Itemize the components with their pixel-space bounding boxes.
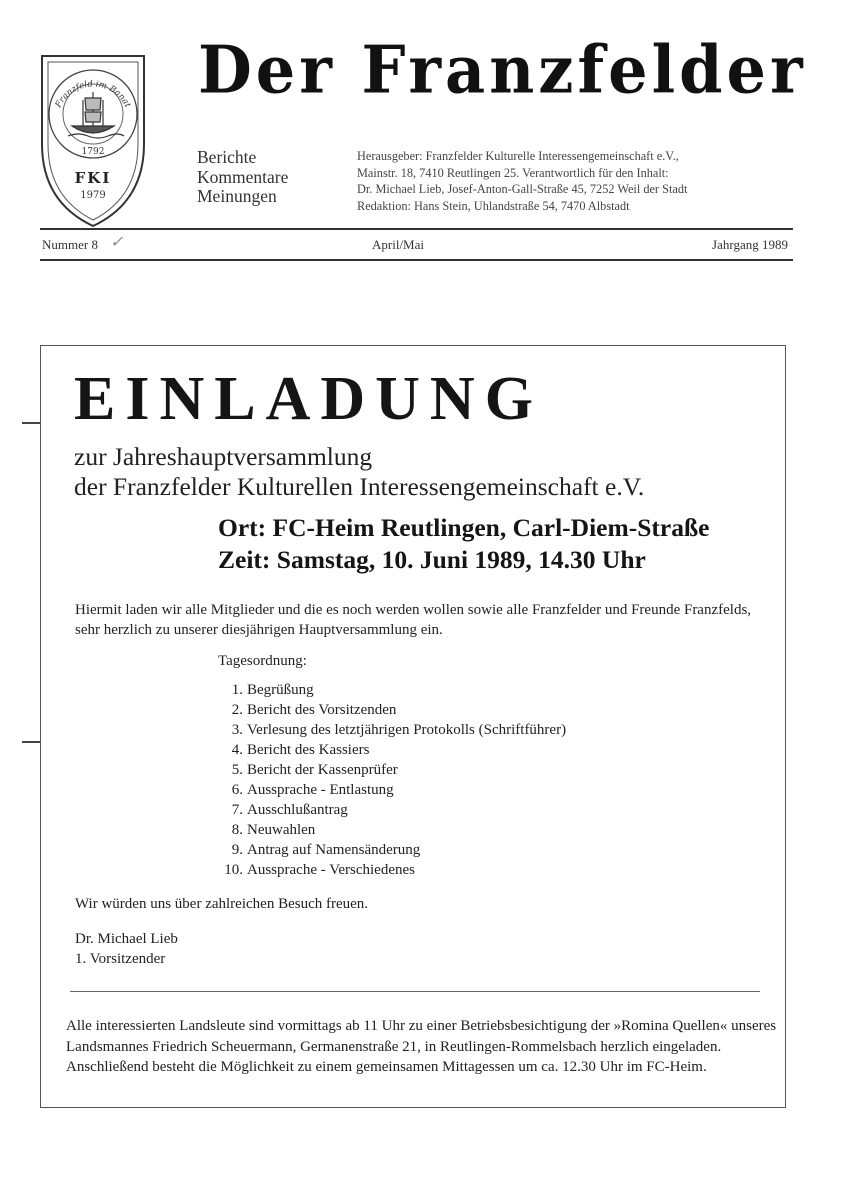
agenda-item-text: Aussprache - Verschiedenes bbox=[247, 862, 415, 878]
publisher-line: Redaktion: Hans Stein, Uhlandstraße 54, 7470 Albstadt bbox=[357, 199, 630, 214]
invitation-intro: Hiermit laden wir alle Mitglieder und die es noch werden wollen sowie alle Franzfelder und Freunde Franzfelds, sehr herzlich zu unserer diesjährigen Hauptversammlung ein. bbox=[75, 602, 752, 638]
agenda-item-number: 5. bbox=[231, 762, 243, 778]
handwritten-mark: ✓ bbox=[110, 234, 124, 251]
masthead-rule-bottom bbox=[40, 259, 793, 261]
agenda-item-text: Antrag auf Namensänderung bbox=[247, 842, 421, 858]
agenda-item-text: Begrüßung bbox=[247, 682, 314, 698]
agenda-item-number: 7. bbox=[231, 802, 243, 818]
agenda-item-text: Aussprache - Entlastung bbox=[247, 782, 394, 798]
agenda-list bbox=[223, 680, 566, 880]
agenda-item bbox=[223, 860, 566, 880]
agenda-item bbox=[223, 740, 566, 760]
agenda-item-number: 6. bbox=[231, 782, 243, 798]
agenda-item bbox=[223, 800, 566, 820]
crest-arc-text: Franzfeld im Banat bbox=[53, 79, 133, 110]
agenda-item bbox=[223, 840, 566, 860]
publisher-info bbox=[357, 148, 687, 215]
margin-mark bbox=[22, 741, 40, 743]
newspaper-title: Der Franzfelder bbox=[198, 31, 807, 109]
crest-founded: 1979 bbox=[80, 190, 106, 201]
subheading-line: der Franzfelder Kulturellen Interessengemeinschaft e.V. bbox=[74, 472, 645, 501]
crest-abbr: FKI bbox=[74, 169, 112, 187]
agenda-item-text: Bericht der Kassenprüfer bbox=[247, 762, 398, 778]
tagline-line: Meinungen bbox=[197, 186, 277, 206]
fki-crest-logo bbox=[38, 52, 148, 230]
issue-year: Jahrgang 1989 bbox=[712, 237, 788, 252]
agenda-item-number: 4. bbox=[231, 742, 243, 758]
agenda-item-number: 9. bbox=[231, 842, 243, 858]
ship-icon bbox=[68, 92, 124, 138]
tagline-line: Berichte bbox=[197, 147, 257, 167]
agenda-item-number: 8. bbox=[231, 822, 243, 838]
agenda-item-number: 2. bbox=[231, 702, 243, 718]
signature-block bbox=[75, 929, 178, 969]
event-venue: Ort: FC-Heim Reutlingen, Carl-Diem-Straße bbox=[218, 513, 710, 542]
agenda-item-text: Bericht des Vorsitzenden bbox=[247, 702, 397, 718]
margin-mark bbox=[22, 422, 40, 424]
agenda-item-number: 10. bbox=[224, 862, 243, 878]
event-time: Zeit: Samstag, 10. Juni 1989, 14.30 Uhr bbox=[218, 545, 646, 574]
agenda-item-text: Ausschlußantrag bbox=[247, 802, 348, 818]
agenda-item bbox=[223, 780, 566, 800]
agenda-item-number: 1. bbox=[231, 682, 243, 698]
issue-number: Nummer 8 bbox=[42, 237, 98, 252]
agenda-item-text: Verlesung des letztjährigen Protokolls (Schriftführer) bbox=[247, 722, 567, 738]
crest-year: 1792 bbox=[81, 147, 105, 157]
invitation-subheading bbox=[74, 442, 644, 502]
agenda-item bbox=[223, 680, 566, 700]
agenda-item-text: Bericht des Kassiers bbox=[247, 742, 370, 758]
publisher-line: Dr. Michael Lieb, Josef-Anton-Gall-Straße 45, 7252 Weil der Stadt bbox=[357, 182, 688, 197]
closing-sentence: Wir würden uns über zahlreichen Besuch freuen. bbox=[75, 896, 369, 912]
agenda-item bbox=[223, 820, 566, 840]
agenda-item-text: Neuwahlen bbox=[247, 822, 316, 838]
tagline bbox=[197, 148, 288, 207]
agenda-item-number: 3. bbox=[231, 722, 243, 738]
issue-date: April/Mai bbox=[372, 237, 424, 252]
publisher-line: Mainstr. 18, 7410 Reutlingen 25. Verantwortlich für den Inhalt: bbox=[357, 165, 669, 180]
footnote-paragraph: Alle interessierten Landsleute sind vormittags ab 11 Uhr zu einer Betriebsbesichtigung der »Romina Quellen« unseres Landsmannes Friedrich Scheuermann, Germanenstraße 21, in Reutlingen-Rommelsbach herzlich eingeladen. Anschließend besteht die Möglichkeit zu einem gemeinsamen Mittagessen um ca. 12.30 Uhr im FC-Heim. bbox=[66, 1018, 777, 1075]
publisher-line: Herausgeber: Franzfelder Kulturelle Interessengemeinschaft e.V., bbox=[357, 149, 679, 163]
section-divider bbox=[70, 991, 760, 992]
agenda-title: Tagesordnung: bbox=[218, 653, 307, 669]
agenda-item bbox=[223, 760, 566, 780]
signature-role: 1. Vorsitzender bbox=[75, 951, 166, 967]
invitation-heading: EINLADUNG bbox=[74, 365, 543, 433]
event-details bbox=[218, 512, 709, 576]
signature-name: Dr. Michael Lieb bbox=[75, 931, 178, 947]
masthead-rule-top bbox=[40, 228, 793, 230]
subheading-line: zur Jahreshauptversammlung bbox=[74, 442, 373, 471]
agenda-item bbox=[223, 700, 566, 720]
agenda-item bbox=[223, 720, 566, 740]
tagline-line: Kommentare bbox=[197, 166, 289, 187]
